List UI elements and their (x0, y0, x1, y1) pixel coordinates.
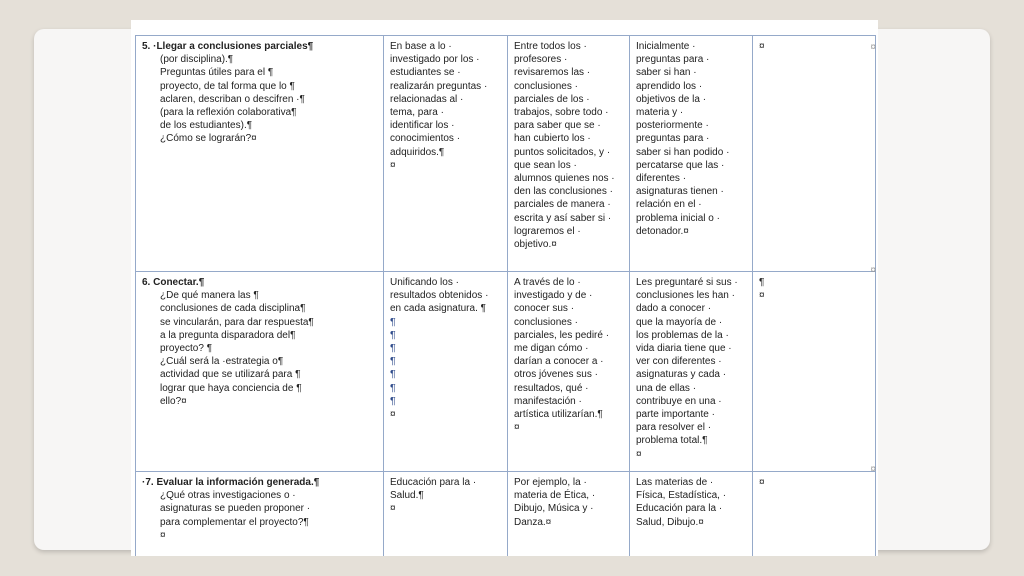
cell-text: Educación para la · Salud.¶ ¤ (390, 477, 477, 515)
step-question: (por disciplina).¶ Preguntas útiles para el ¶ proyecto, de tal forma que lo ¶ aclaren, describan o descifren ·¶ (para la reflexión colaborativa¶ de los estudiantes).¶ ¿Cómo se lograrán?¤ (160, 54, 305, 145)
cell-text: En base a lo · investigado por los · estudiantes se · realizarán preguntas · relacionadas al · tema, para · identificar los · conocimientos · adquiridos.¶ ¤ (390, 41, 488, 171)
table-cell (753, 272, 876, 472)
document-page (131, 20, 878, 556)
table-cell (508, 272, 630, 472)
table-row (136, 472, 876, 557)
table-cell (384, 472, 508, 557)
table-cell (384, 36, 508, 272)
cell-text: ¤ (759, 477, 765, 488)
cell-text: Unificando los · resultados obtenidos · en cada asignatura. ¶ (390, 277, 489, 315)
cell-end-mark: ¤ (390, 409, 396, 421)
table-cell (384, 272, 508, 472)
cell-text: ¤ (759, 41, 765, 52)
table-row (136, 272, 876, 472)
row-end-mark: ¤ (870, 265, 876, 276)
cell-text: Las materias de · Física, Estadística, · Educación para la · Salud, Dibujo.¤ (636, 477, 727, 528)
row-end-mark: ¤ (870, 464, 876, 475)
cell-text: Por ejemplo, la · materia de Ética, · Dibujo, Música y · Danza.¤ (514, 477, 596, 528)
cell-text: Entre todos los · profesores · revisaremos las · conclusiones · parciales de los · trabajos, sobre todo · para saber que se · han cubierto los · puntos solicitados, y · que sean los · alumnos quienes nos · den las conclusiones · parciales de manera · escrita y así saber si · lograremos el · objetivo.¤ (514, 41, 615, 251)
step-heading: ·7. Evaluar la información generada.¶ (142, 477, 320, 488)
table-cell (630, 36, 753, 272)
cell-text: Les preguntaré si sus · conclusiones les han · dado a conocer · que la mayoría de · los problemas de la · vida diaria tiene que · ver con diferentes · asignaturas y cada · una de ellas · contribuye en una · parte importante · para resolver el · problema total.¶ ¤ (636, 277, 738, 460)
table-cell (508, 36, 630, 272)
paragraph-marks: ¶ ¶ ¶ ¶ ¶ ¶ ¶ (390, 315, 396, 407)
table-row (136, 36, 876, 272)
step-question: ¿De qué manera las ¶ conclusiones de cada disciplina¶ se vincularán, para dar respuesta¶ a la pregunta disparadora del¶ proyecto? ¶ ¿Cuál será la ·estrategia o¶ actividad que se utilizará para ¶ lograr que haya conciencia de ¶ ello?¤ (160, 290, 314, 407)
step-question: ¿Qué otras investigaciones o · asignaturas se pueden proponer · para complementar el proyecto?¶ ¤ (160, 490, 311, 541)
table-cell (753, 36, 876, 272)
table-cell (753, 472, 876, 557)
table-cell (630, 472, 753, 557)
planning-table (135, 35, 876, 556)
row-end-mark: ¤ (870, 42, 876, 53)
cell-text: ¶ ¤ (759, 277, 765, 302)
table-cell (508, 472, 630, 557)
table-cell (630, 272, 753, 472)
cell-text: A través de lo · investigado y de · conocer sus · conclusiones · parciales, les pediré · me digan cómo · darían a conocer a · otros jóvenes sus · resultados, qué · manifestación · artística utilizarían.¶ ¤ (514, 277, 610, 434)
step-cell (136, 472, 384, 557)
cell-text: Inicialmente · preguntas para · saber si han · aprendido los · objetivos de la · materia y · posteriormente · preguntas para · saber si han podido · percatarse que las · diferentes · asignaturas tienen · relación en el · problema inicial o · detonador.¤ (636, 41, 730, 237)
step-cell (136, 272, 384, 472)
step-heading: 6. Conectar.¶ (142, 277, 205, 288)
step-cell (136, 36, 384, 272)
step-heading: 5. ·Llegar a conclusiones parciales¶ (142, 41, 314, 52)
